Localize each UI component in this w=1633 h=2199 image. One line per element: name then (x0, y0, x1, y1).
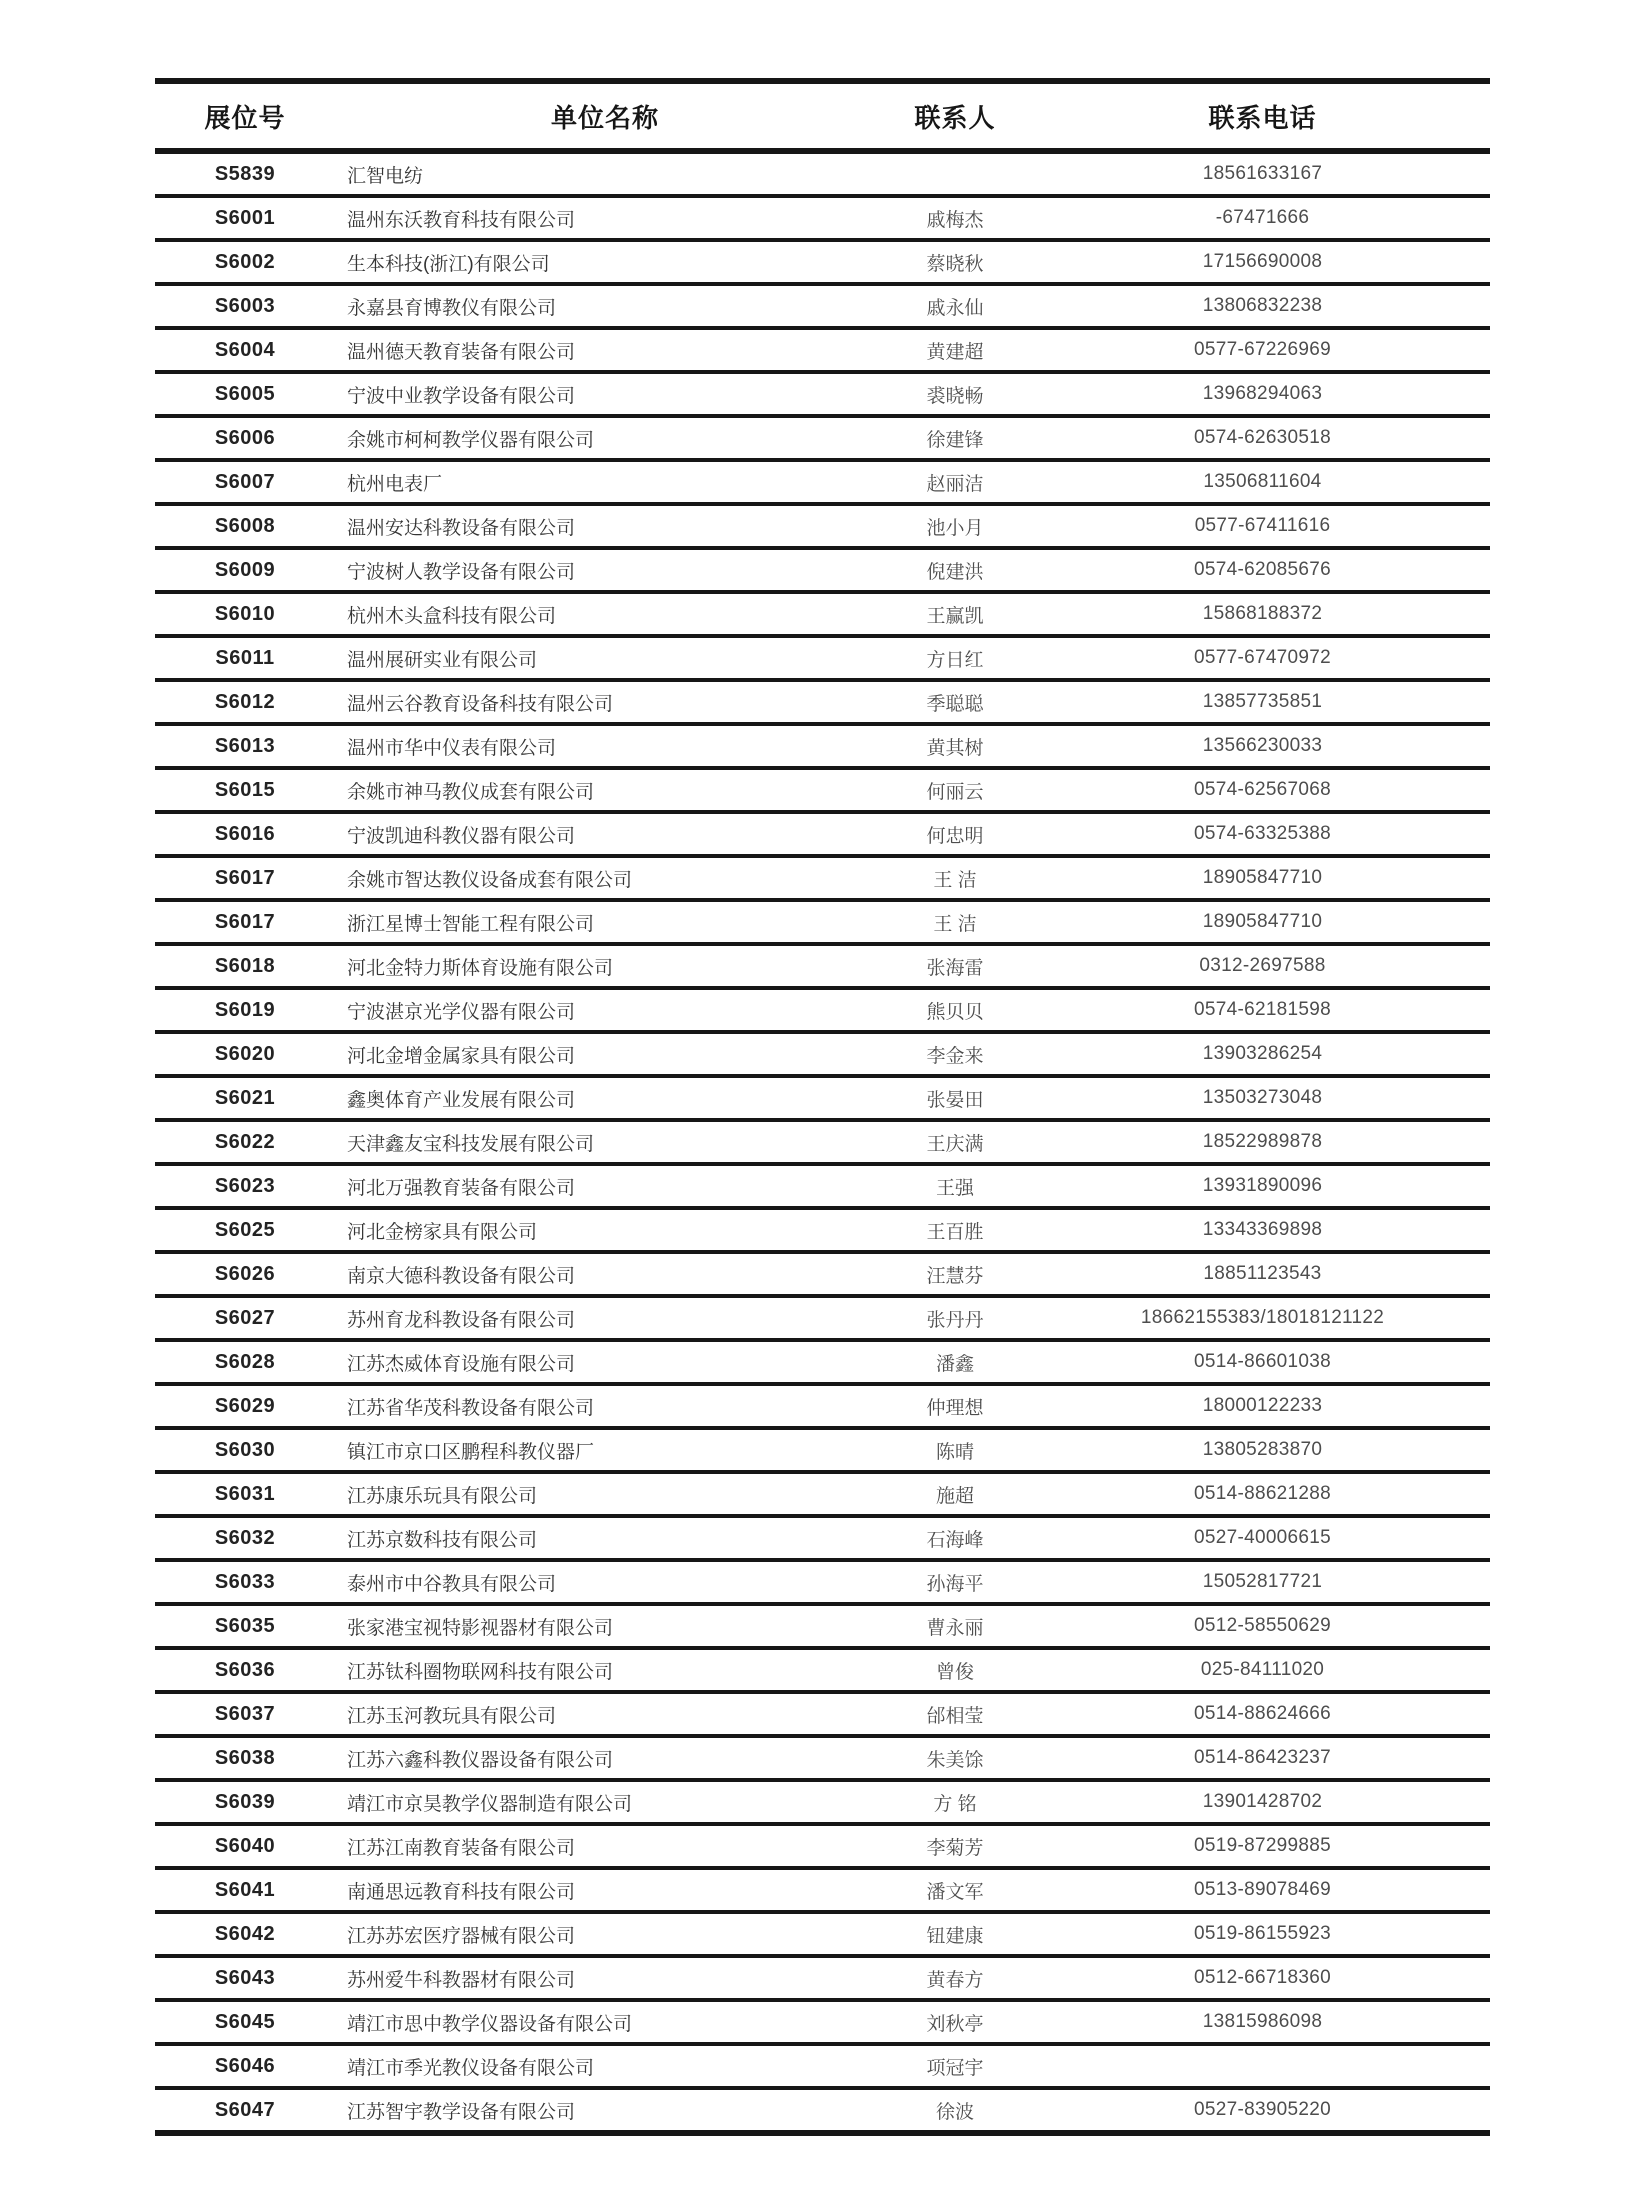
contact-person-cell: 李金来 (926, 1045, 984, 1067)
booth-number-cell: S6022 (214, 1130, 276, 1153)
booth-number-cell: S6041 (214, 1878, 276, 1901)
contact-person-cell: 黄春方 (926, 1969, 984, 1991)
table-row (155, 462, 1490, 506)
contact-person-cell: 张丹丹 (926, 1309, 984, 1331)
contact-phone-cell: 13806832238 (1202, 295, 1323, 316)
booth-number-cell: S6004 (214, 338, 276, 361)
contact-phone-cell: 025-84111020 (1200, 1659, 1325, 1680)
contact-phone-cell: 13931890096 (1202, 1175, 1323, 1196)
company-name-cell: 江苏六鑫科教仪器设备有限公司 (347, 1749, 614, 1771)
table-row (155, 506, 1490, 550)
contact-phone-cell: 13903286254 (1202, 1043, 1323, 1064)
booth-number-cell: S6043 (214, 1966, 276, 1989)
table-row (155, 814, 1490, 858)
booth-number-cell: S6011 (215, 646, 275, 669)
contact-phone-cell: 15052817721 (1202, 1571, 1323, 1592)
booth-number-cell: S6009 (214, 558, 276, 581)
company-name-cell: 余姚市智达教仪设备成套有限公司 (347, 869, 633, 891)
booth-number-cell: S6002 (214, 250, 276, 273)
contact-phone-cell: 0574-62085676 (1193, 559, 1332, 580)
table-row (155, 990, 1490, 1034)
company-name-cell: 浙江星博士智能工程有限公司 (347, 913, 595, 935)
header-contact-phone: 联系电话 (1208, 102, 1317, 133)
contact-person-cell: 何丽云 (926, 781, 984, 803)
company-name-cell: 宁波凯迪科教仪器有限公司 (347, 825, 576, 847)
contact-phone-cell: 0513-89078469 (1193, 1879, 1332, 1900)
table-row (155, 1562, 1490, 1606)
contact-person-cell: 石海峰 (926, 1529, 984, 1551)
company-name-cell: 泰州市中谷教具有限公司 (347, 1573, 557, 1595)
booth-number-cell: S6003 (214, 294, 276, 317)
contact-person-cell: 潘文军 (926, 1881, 984, 1903)
company-name-cell: 温州安达科教设备有限公司 (347, 517, 576, 539)
table-row (155, 1386, 1490, 1430)
table-row (155, 682, 1490, 726)
company-name-cell: 温州德天教育装备有限公司 (347, 341, 576, 363)
contact-person-cell: 钮建康 (926, 1925, 984, 1947)
contact-phone-cell: 13857735851 (1202, 691, 1323, 712)
table-row (155, 2002, 1490, 2046)
booth-number-cell: S6029 (214, 1394, 276, 1417)
contact-person-cell: 曾俊 (935, 1661, 974, 1683)
company-name-cell: 宁波湛京光学仪器有限公司 (347, 1001, 576, 1023)
contact-person-cell: 李菊芳 (926, 1837, 984, 1859)
company-name-cell: 余姚市神马教仪成套有限公司 (347, 781, 595, 803)
booth-number-cell: S6012 (214, 690, 276, 713)
table-row (155, 1958, 1490, 2002)
table-row (155, 242, 1490, 286)
company-name-cell: 江苏钛科圈物联网科技有限公司 (347, 1661, 614, 1683)
company-name-cell: 宁波中业教学设备有限公司 (347, 385, 576, 407)
table-row (155, 1342, 1490, 1386)
contact-phone-cell: 0514-88624666 (1193, 1703, 1332, 1724)
booth-number-cell: S6039 (214, 1790, 276, 1813)
table-row (155, 1694, 1490, 1738)
contact-phone-cell: 0577-67411616 (1194, 515, 1331, 536)
table-row (155, 1034, 1490, 1078)
contact-phone-cell: 0512-66718360 (1193, 1967, 1332, 1988)
booth-number-cell: S6030 (214, 1438, 276, 1461)
booth-number-cell: S6032 (214, 1526, 276, 1549)
company-name-cell: 镇江市京口区鹏程科教仪器厂 (347, 1441, 595, 1463)
booth-number-cell: S6033 (214, 1570, 276, 1593)
table-row (155, 1870, 1490, 1914)
company-name-cell: 江苏苏宏医疗器械有限公司 (347, 1925, 576, 1947)
table-header-row (155, 84, 1490, 154)
booth-number-cell: S6028 (214, 1350, 276, 1373)
contact-phone-cell: 13503273048 (1202, 1087, 1323, 1108)
company-name-cell: 杭州电表厂 (347, 473, 443, 495)
booth-number-cell: S6010 (214, 602, 276, 625)
booth-number-cell: S6025 (214, 1218, 276, 1241)
contact-phone-cell: 0527-83905220 (1193, 2099, 1332, 2120)
contact-person-cell: 方日红 (926, 649, 984, 671)
booth-number-cell: S6046 (214, 2054, 276, 2077)
booth-number-cell: S6018 (214, 954, 276, 977)
table-row (155, 1474, 1490, 1518)
company-name-cell: 江苏智宇教学设备有限公司 (347, 2101, 576, 2123)
contact-phone-cell: 17156690008 (1202, 251, 1323, 272)
booth-number-cell: S6019 (214, 998, 276, 1021)
booth-number-cell: S6037 (214, 1702, 276, 1725)
contact-phone-cell: 0514-86601038 (1193, 1351, 1332, 1372)
company-name-cell: 温州东沃教育科技有限公司 (347, 209, 576, 231)
table-row (155, 1166, 1490, 1210)
contact-person-cell: 陈晴 (935, 1441, 974, 1463)
table-row (155, 1298, 1490, 1342)
contact-person-cell: 戚梅杰 (926, 209, 984, 231)
company-name-cell: 南通思远教育科技有限公司 (347, 1881, 576, 1903)
contact-person-cell: 刘秋亭 (926, 2013, 984, 2035)
contact-person-cell: 仲理想 (926, 1397, 984, 1419)
exhibitor-table (155, 78, 1490, 2136)
company-name-cell: 杭州木头盒科技有限公司 (347, 605, 557, 627)
contact-person-cell: 王赢凯 (926, 605, 984, 627)
contact-phone-cell: -67471666 (1215, 207, 1310, 228)
table-row (155, 1782, 1490, 1826)
header-booth-number: 展位号 (204, 102, 286, 133)
contact-person-cell: 孙海平 (926, 1573, 984, 1595)
contact-phone-cell: 13566230033 (1202, 735, 1323, 756)
company-name-cell: 江苏康乐玩具有限公司 (347, 1485, 538, 1507)
contact-person-cell: 徐波 (935, 2101, 974, 2123)
company-name-cell: 宁波树人教学设备有限公司 (347, 561, 576, 583)
table-row (155, 1254, 1490, 1298)
contact-person-cell: 方 铭 (933, 1793, 977, 1815)
company-name-cell: 汇智电纺 (347, 165, 424, 187)
booth-number-cell: S6047 (214, 2098, 276, 2121)
contact-person-cell: 何忠明 (926, 825, 984, 847)
contact-phone-cell: 0514-88621288 (1193, 1483, 1332, 1504)
company-name-cell: 天津鑫友宝科技发展有限公司 (347, 1133, 595, 1155)
contact-phone-cell: 18662155383/18018121122 (1140, 1307, 1385, 1328)
contact-person-cell: 汪慧芬 (926, 1265, 984, 1287)
table-row (155, 1650, 1490, 1694)
contact-person-cell: 王 洁 (933, 869, 977, 891)
table-row (155, 2090, 1490, 2130)
table-row (155, 594, 1490, 638)
contact-person-cell: 王强 (935, 1177, 974, 1199)
table-row (155, 1210, 1490, 1254)
contact-phone-cell: 0577-67226969 (1193, 339, 1332, 360)
contact-phone-cell: 15868188372 (1202, 603, 1323, 624)
header-contact-person: 联系人 (914, 102, 996, 133)
company-name-cell: 永嘉县育博教仪有限公司 (347, 297, 557, 319)
booth-number-cell: S6005 (214, 382, 276, 405)
company-name-cell: 苏州育龙科教设备有限公司 (347, 1309, 576, 1331)
contact-person-cell: 朱美馀 (926, 1749, 984, 1771)
booth-number-cell: S6016 (214, 822, 276, 845)
booth-number-cell: S5839 (214, 162, 276, 185)
booth-number-cell: S6042 (214, 1922, 276, 1945)
contact-person-cell: 池小月 (926, 517, 984, 539)
contact-phone-cell: 0519-86155923 (1193, 1923, 1332, 1944)
contact-phone-cell: 13968294063 (1202, 383, 1323, 404)
contact-person-cell: 黄建超 (926, 341, 984, 363)
table-row (155, 1518, 1490, 1562)
booth-number-cell: S6031 (214, 1482, 276, 1505)
contact-phone-cell: 13901428702 (1202, 1791, 1323, 1812)
company-name-cell: 靖江市季光教仪设备有限公司 (347, 2057, 595, 2079)
table-row (155, 286, 1490, 330)
table-row (155, 550, 1490, 594)
contact-person-cell: 项冠宇 (926, 2057, 984, 2079)
contact-phone-cell: 0574-63325388 (1193, 823, 1332, 844)
booth-number-cell: S6008 (214, 514, 276, 537)
booth-number-cell: S6013 (214, 734, 276, 757)
contact-person-cell: 裘晓畅 (926, 385, 984, 407)
table-row (155, 1078, 1490, 1122)
booth-number-cell: S6020 (214, 1042, 276, 1065)
contact-phone-cell: 0574-62630518 (1193, 427, 1332, 448)
booth-number-cell: S6040 (214, 1834, 276, 1857)
table-row (155, 946, 1490, 990)
contact-person-cell: 蔡晓秋 (926, 253, 984, 275)
contact-phone-cell: 0312-2697588 (1199, 955, 1326, 976)
table-row (155, 2046, 1490, 2090)
company-name-cell: 温州市华中仪表有限公司 (347, 737, 557, 759)
company-name-cell: 河北金特力斯体育设施有限公司 (347, 957, 614, 979)
booth-number-cell: S6027 (214, 1306, 276, 1329)
table-row (155, 1738, 1490, 1782)
company-name-cell: 生本科技(浙江)有限公司 (347, 253, 550, 275)
booth-number-cell: S6007 (214, 470, 276, 493)
company-name-cell: 余姚市柯柯教学仪器有限公司 (347, 429, 595, 451)
contact-person-cell: 戚永仙 (926, 297, 984, 319)
booth-number-cell: S6036 (214, 1658, 276, 1681)
contact-phone-cell: 18851123543 (1203, 1263, 1322, 1284)
company-name-cell: 张家港宝视特影视器材有限公司 (347, 1617, 614, 1639)
contact-person-cell: 曹永丽 (926, 1617, 984, 1639)
table-row (155, 1430, 1490, 1474)
contact-phone-cell: 13815986098 (1202, 2011, 1323, 2032)
table-row (155, 1826, 1490, 1870)
table-row (155, 1914, 1490, 1958)
contact-person-cell: 赵丽洁 (926, 473, 984, 495)
contact-person-cell: 王百胜 (926, 1221, 984, 1243)
header-company-name: 单位名称 (550, 102, 659, 133)
booth-number-cell: S6026 (214, 1262, 276, 1285)
contact-phone-cell: 13805283870 (1202, 1439, 1323, 1460)
booth-number-cell: S6038 (214, 1746, 276, 1769)
booth-number-cell: S6045 (214, 2010, 276, 2033)
booth-number-cell: S6006 (214, 426, 276, 449)
contact-person-cell: 熊贝贝 (926, 1001, 984, 1023)
table-row (155, 154, 1490, 198)
company-name-cell: 江苏江南教育装备有限公司 (347, 1837, 576, 1859)
booth-number-cell: S6017 (214, 910, 276, 933)
company-name-cell: 南京大德科教设备有限公司 (347, 1265, 576, 1287)
contact-person-cell: 邰相莹 (926, 1705, 984, 1727)
company-name-cell: 江苏省华茂科教设备有限公司 (347, 1397, 595, 1419)
booth-number-cell: S6001 (214, 206, 276, 229)
company-name-cell: 河北万强教育装备有限公司 (347, 1177, 576, 1199)
company-name-cell: 江苏京数科技有限公司 (347, 1529, 538, 1551)
contact-phone-cell: 0512-58550629 (1193, 1615, 1332, 1636)
contact-person-cell: 张海雷 (926, 957, 984, 979)
contact-phone-cell: 0514-86423237 (1193, 1747, 1332, 1768)
booth-number-cell: S6017 (214, 866, 276, 889)
company-name-cell: 江苏玉河教玩具有限公司 (347, 1705, 557, 1727)
contact-phone-cell: 0519-87299885 (1193, 1835, 1332, 1856)
table-row (155, 858, 1490, 902)
company-name-cell: 苏州爱牛科教器材有限公司 (347, 1969, 576, 1991)
table-body (155, 154, 1490, 2130)
contact-phone-cell: 0577-67470972 (1193, 647, 1332, 668)
company-name-cell: 温州展研实业有限公司 (347, 649, 538, 671)
contact-phone-cell: 18561633167 (1202, 163, 1323, 184)
company-name-cell: 江苏杰威体育设施有限公司 (347, 1353, 576, 1375)
table-row (155, 770, 1490, 814)
booth-number-cell: S6035 (214, 1614, 276, 1637)
contact-phone-cell: 18522989878 (1202, 1131, 1323, 1152)
contact-phone-cell: 18905847710 (1202, 911, 1323, 932)
contact-person-cell: 潘鑫 (935, 1353, 974, 1375)
contact-person-cell: 施超 (935, 1485, 974, 1507)
company-name-cell: 靖江市京昊教学仪器制造有限公司 (347, 1793, 633, 1815)
company-name-cell: 靖江市思中教学仪器设备有限公司 (347, 2013, 633, 2035)
contact-person-cell: 倪建洪 (926, 561, 984, 583)
contact-phone-cell: 0574-62181598 (1193, 999, 1332, 1020)
company-name-cell: 河北金榜家具有限公司 (347, 1221, 538, 1243)
contact-phone-cell: 13506811604 (1203, 471, 1322, 492)
company-name-cell: 鑫奥体育产业发展有限公司 (347, 1089, 576, 1111)
contact-phone-cell: 18905847710 (1202, 867, 1323, 888)
table-row (155, 1122, 1490, 1166)
contact-person-cell: 王 洁 (933, 913, 977, 935)
contact-person-cell: 黄其树 (926, 737, 984, 759)
booth-number-cell: S6021 (214, 1086, 276, 1109)
contact-person-cell: 徐建锋 (926, 429, 984, 451)
table-row (155, 1606, 1490, 1650)
company-name-cell: 温州云谷教育设备科技有限公司 (347, 693, 614, 715)
contact-person-cell: 张晏田 (926, 1089, 984, 1111)
contact-phone-cell: 0574-62567068 (1193, 779, 1332, 800)
contact-phone-cell: 0527-40006615 (1193, 1527, 1332, 1548)
contact-person-cell: 王庆满 (926, 1133, 984, 1155)
table-row (155, 330, 1490, 374)
booth-number-cell: S6015 (214, 778, 276, 801)
contact-phone-cell: 13343369898 (1202, 1219, 1323, 1240)
table-row (155, 726, 1490, 770)
company-name-cell: 河北金增金属家具有限公司 (347, 1045, 576, 1067)
table-row (155, 638, 1490, 682)
table-row (155, 374, 1490, 418)
table-row (155, 198, 1490, 242)
contact-phone-cell: 18000122233 (1202, 1395, 1323, 1416)
table-row (155, 902, 1490, 946)
booth-number-cell: S6023 (214, 1174, 276, 1197)
table-row (155, 418, 1490, 462)
contact-person-cell: 季聪聪 (926, 693, 984, 715)
